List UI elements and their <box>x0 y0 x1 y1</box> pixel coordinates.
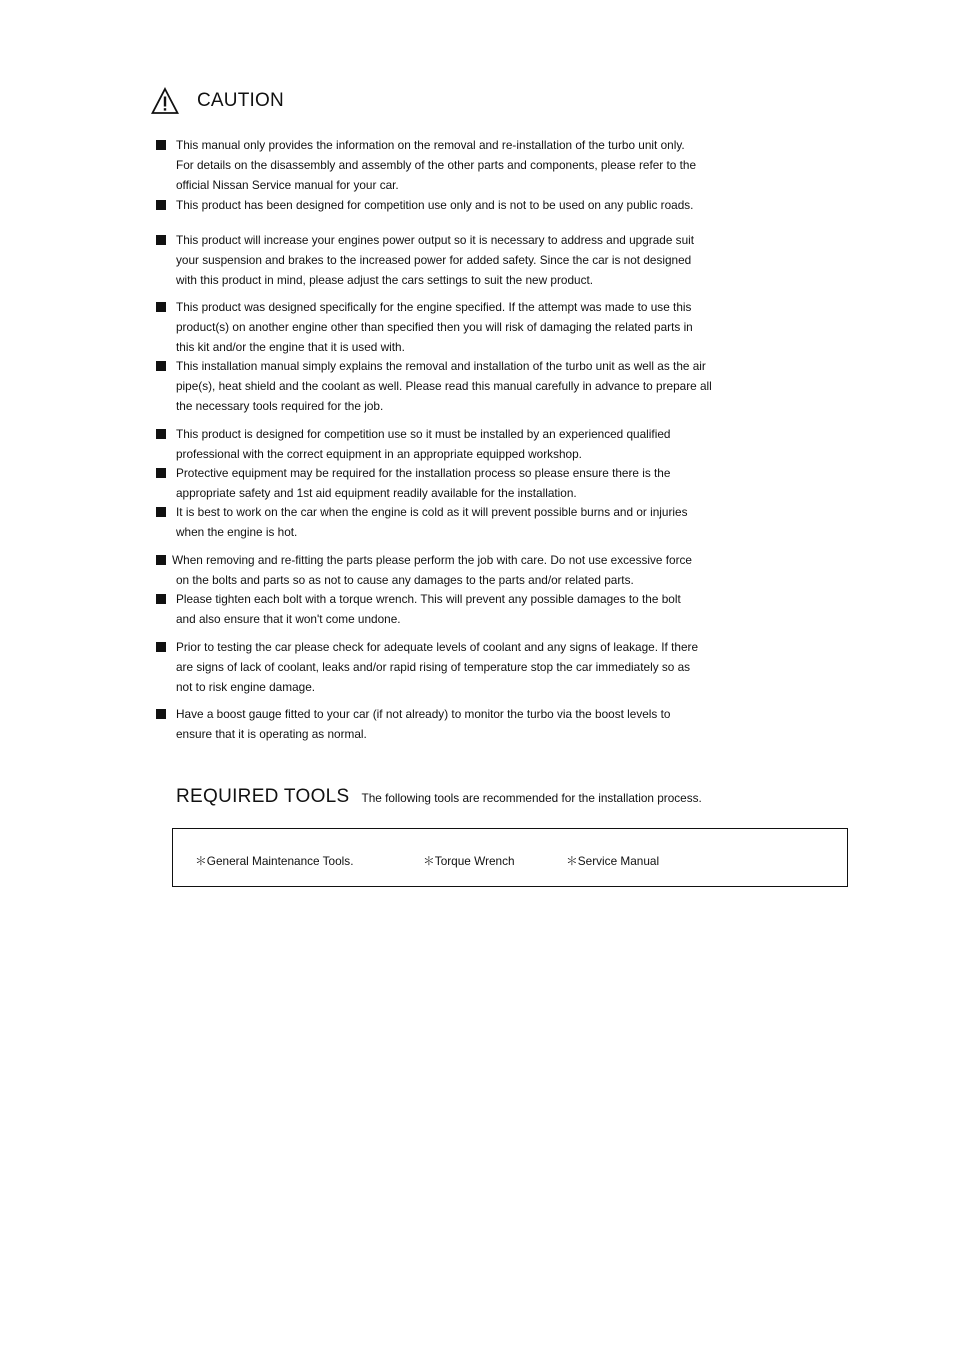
caution-item-line: This manual only provides the information on the removal and re-installation of the turbo unit only. <box>176 138 685 152</box>
bullet-square-icon <box>156 302 166 312</box>
caution-item-line: This product was designed specifically for the engine specified. If the attempt was made to use this <box>176 300 692 314</box>
bullet-square-icon <box>156 709 166 719</box>
tool-torque-wrench: ＊Torque Wrench <box>423 854 515 868</box>
caution-item-line: This product will increase your engines power output so it is necessary to address and upgrade suit <box>176 233 695 247</box>
caution-item-1 <box>156 135 776 195</box>
caution-item-8 <box>156 502 776 542</box>
caution-item-line: When removing and re-fitting the parts please perform the job with care. Do not use excessive force <box>172 553 692 567</box>
caution-item-line: This product has been designed for competition use only and is not to be used on any public roads. <box>176 198 694 212</box>
caution-item-line: and also ensure that it won't come undone. <box>176 612 401 626</box>
bullet-square-icon <box>156 140 166 150</box>
caution-item-line: appropriate safety and 1st aid equipment readily available for the installation. <box>176 486 577 500</box>
bullet-square-icon <box>156 429 166 439</box>
caution-item-7 <box>156 463 776 503</box>
caution-item-12 <box>156 704 776 744</box>
caution-item-line: official Nissan Service manual for your car. <box>176 178 399 192</box>
caution-item-line: Prior to testing the car please check for adequate levels of coolant and any signs of leakage. If there <box>176 640 699 654</box>
caution-item-line: Have a boost gauge fitted to your car (if not already) to monitor the turbo via the boost levels to <box>176 707 671 721</box>
caution-item-11 <box>156 637 776 697</box>
bullet-square-icon <box>156 507 166 517</box>
caution-item-line: This product is designed for competition use so it must be installed by an experienced qualified <box>176 427 671 441</box>
caution-item-line: when the engine is hot. <box>176 525 298 539</box>
caution-item-line: professional with the correct equipment in an appropriate equipped workshop. <box>176 447 582 461</box>
caution-item-line: are signs of lack of coolant, leaks and/or rapid rising of temperature stop the car immediately so as <box>176 660 691 674</box>
caution-item-line: ensure that it is operating as normal. <box>176 727 367 741</box>
caution-item-line: For details on the disassembly and assembly of the other parts and components, please refer to the <box>176 158 697 172</box>
tool-general-maintenance: ＊General Maintenance Tools. <box>195 854 354 868</box>
caution-item-4 <box>156 297 776 357</box>
bullet-square-icon <box>156 235 166 245</box>
caution-item-9 <box>156 550 776 590</box>
required-tools-heading <box>176 786 702 808</box>
caution-item-line: product(s) on another engine other than specified then you will risk of damaging the related parts in <box>176 320 693 334</box>
caution-item-line: It is best to work on the car when the engine is cold as it will prevent possible burns and or injuries <box>176 505 688 519</box>
caution-item-3 <box>156 230 776 290</box>
caution-item-2 <box>156 195 776 215</box>
bullet-square-icon <box>156 200 166 210</box>
caution-item-line: Please tighten each bolt with a torque wrench. This will prevent any possible damages to the bolt <box>176 592 681 606</box>
bullet-square-icon <box>156 642 166 652</box>
bullet-square-icon <box>156 468 166 478</box>
caution-item-line: This installation manual simply explains the removal and installation of the turbo unit as well as the air <box>176 359 706 373</box>
caution-title: CAUTION <box>197 90 284 111</box>
caution-item-10 <box>156 589 776 629</box>
caution-item-6 <box>156 424 776 464</box>
caution-item-line: not to risk engine damage. <box>176 680 316 694</box>
caution-item-line: your suspension and brakes to the increased power for added safety. Since the car is not designed <box>176 253 692 267</box>
required-tools-description: The following tools are recommended for the installation process. <box>361 791 702 805</box>
warning-triangle-icon <box>151 87 179 115</box>
caution-item-line: the necessary tools required for the job. <box>176 399 384 413</box>
bullet-square-icon <box>156 555 166 565</box>
caution-item-line: on the bolts and parts so as not to cause any damages to the parts and/or related parts. <box>176 573 634 587</box>
required-tools-title: REQUIRED TOOLS <box>176 786 350 807</box>
tool-service-manual: ＊Service Manual <box>566 854 660 868</box>
caution-item-line: Protective equipment may be required for the installation process so please ensure there is the <box>176 466 671 480</box>
caution-item-line: pipe(s), heat shield and the coolant as well. Please read this manual carefully in advance to prepare all <box>176 379 712 393</box>
bullet-square-icon <box>156 594 166 604</box>
caution-item-line: with this product in mind, please adjust the cars settings to suit the new product. <box>176 273 594 287</box>
required-tools-box <box>172 828 848 887</box>
caution-item-5 <box>156 356 776 416</box>
caution-heading <box>151 86 284 116</box>
caution-item-line: this kit and/or the engine that it is used with. <box>176 340 405 354</box>
bullet-square-icon <box>156 361 166 371</box>
